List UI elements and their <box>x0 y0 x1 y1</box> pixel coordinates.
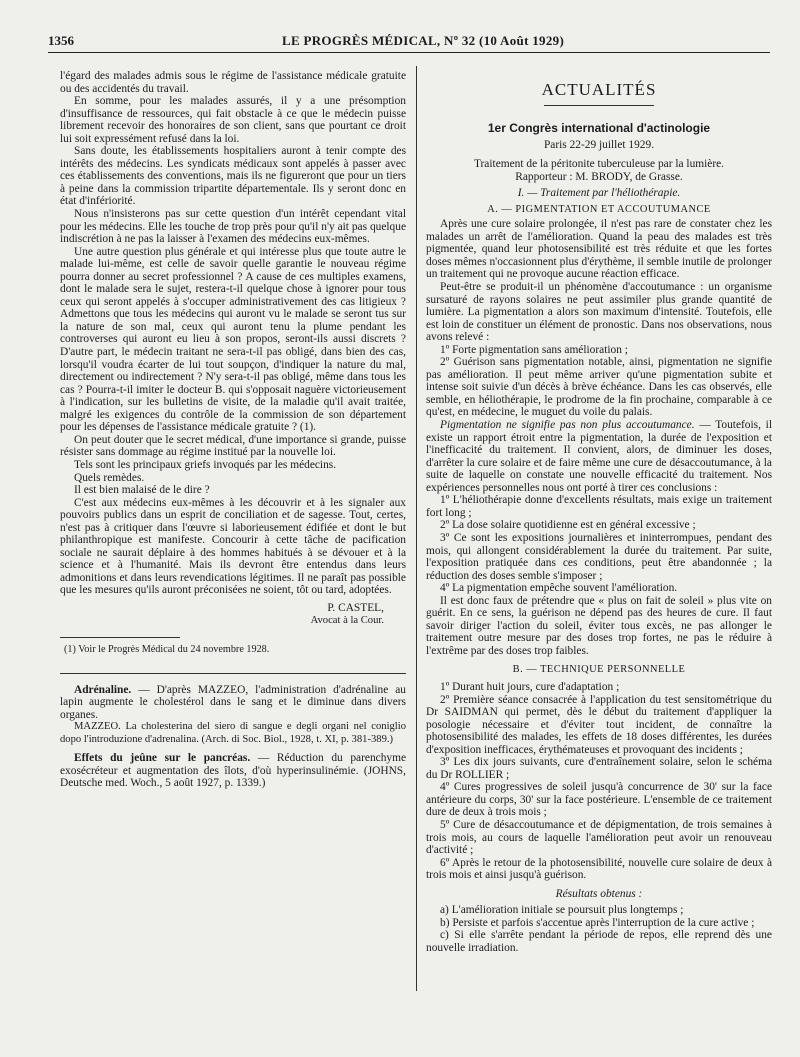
paragraph: On peut douter que le secret médical, d'une importance si grande, puisse résister sans dommage au régime institué par la nouvelle loi. <box>60 433 406 459</box>
header-rule <box>48 52 770 53</box>
news-jeune <box>60 752 406 790</box>
subsection-heading: B. — TECHNIQUE PERSONNELLE <box>512 664 686 676</box>
news-adrenaline <box>60 684 406 722</box>
paragraph: Quels remèdes. <box>74 471 145 484</box>
news-reference: MAZZEO. La cholesterina del siero di sangue e degli organi nel coniglio dopo l'introduzione d'adrenalina. (Arch. di Soc. Biol., 1928, t. XI, p. 381-389.) <box>60 721 406 745</box>
emphasis: Pigmentation ne signifie pas non plus accoutumance. <box>440 419 695 432</box>
paragraph: Après une cure solaire prolongée, il n'est pas rare de constater chez les malades un arrêt de l'amélioration. Quand la peau des malades est très pigmentée, quand leur photosensibilité est très réduite et que les fortes doses mêmes n'occasionnent plus d'érythème, il semble inutile de prolonger un traitement qui ne provoque aucune réaction efficace. <box>426 218 772 281</box>
congress-place: Paris 22-29 juillet 1929. <box>543 138 655 151</box>
footnote-rule <box>60 637 180 638</box>
title-rule <box>544 105 654 106</box>
author-signature: P. CASTEL, <box>327 601 384 614</box>
technique-item: 3º Les dix jours suivants, cure d'entraînement solaire, selon le schéma du Dr ROLLIER ; <box>426 756 772 781</box>
news-text: — Réduction du parenchyme exosécréteur et augmentation des îlots, d'où hyperinsulinémie. (JOHNS, Deutsche med. Woch., 5 août 1927, p. 1339.) <box>60 752 406 790</box>
subsection-heading: A. — PIGMENTATION ET ACCOUTUMANCE <box>487 203 711 215</box>
paragraph: En somme, pour les malades assurés, il y a une présomption d'insuffisance de ressources, qui fait obstacle à ce que le médecin puisse librement recevoir des honoraires de son client, sans que pourtant ce droit lui soit expressément refusé dans la loi. <box>60 95 406 145</box>
paragraph: Il est bien malaisé de le dire ? <box>74 484 210 497</box>
conclusion-item: 4º La pigmentation empêche souvent l'amélioration. <box>440 582 678 595</box>
author-role: Avocat à la Cour. <box>310 614 384 626</box>
page-number: 1356 <box>48 33 74 48</box>
journal-title: LE PROGRÈS MÉDICAL, Nº 32 (10 Août 1929) <box>282 33 565 48</box>
conclusion-item: 2º La dose solaire quotidienne est en général excessive ; <box>440 519 696 532</box>
technique-item: 1º Durant huit jours, cure d'adaptation ; <box>440 680 620 693</box>
column-divider <box>416 66 417 991</box>
results-heading: Résultats obtenus : <box>555 887 643 900</box>
congress-title: 1er Congrès international d'actinologie <box>487 121 711 135</box>
right-column <box>426 80 772 954</box>
news-title: Adrénaline. <box>74 683 132 696</box>
paragraph: Une autre question plus générale et qui intéresse plus que toute autre le malade lui-même, est celle de savoir quelle garantie le nouveau régime pourra donner au secret professionnel ? A cause de ces multiples examens, dont le malade sera le sujet, restera-t-il quelque chose à ignorer pour tous ceux qui seront appelés à s'occuper administrativement des cas litigieux ? Admettons que tous les médecins qui auront vu le malade se seront tus sur la nature de son mal, ceux qui auront tenu la plume pendant les controverses qui auront eu lieu à son propos, seront-ils aussi discrets ? D'autre part, le médecin traitant ne sera-t-il pas obligé, dans bien des cas, lorsqu'il voudra écarter de lui tout soupçon, d'indiquer la nature du mal, directement ou indirectement ? N'y sera-t-il pas obligé, même dans tous les cas ? Pourra-t-il imiter le docteur B. qui s'opposait naguère victorieusement à l'indication, sur les bulletins de visite, de la maladie qu'il avait traitée, malgré les exigences du contrôle de la commission de son département pour les dépenses de l'assistance médicale gratuite ? (1). <box>60 245 406 434</box>
paragraph: C'est aux médecins eux-mêmes à les découvrir et à les signaler aux pouvoirs publics dans un esprit de conciliation et de sagesse. Tout, certes, n'est pas à critiquer dans l'œuvre si laborieusement édifiée et dont le but philanthropique est manifeste. Concourir à cette tâche de pacification sociale ne saurait déplaire à des hommes habitués à se dévouer et à la science et à l'humanité. Mais ils devront être entendus dans leurs admonitions et dans leurs revendications légitimes. Il ne paraît pas possible que les mesures qu'ils auront préconisées ne soient, tôt ou tard, adoptées. <box>60 496 406 597</box>
technique-item: 5º Cure de désaccoutumance et de dépigmentation, de trois semaines à trois mois, au cours de laquelle l'amélioration peut avoir un renouveau d'activité ; <box>426 818 772 857</box>
list-item: 2º Guérison sans pigmentation notable, ainsi, pigmentation ne signifie pas amélioration. Il peut même arriver qu'une pigmentation subite et intense soit suivie d'un décès à brève échéance. Dans les cas observés, elle semble, en héliothérapie, le prodrome de la fin prochaine, comparable à ce qu'est, en médecine, le muguet du voile du palais. <box>426 356 772 419</box>
section-rule <box>60 673 406 674</box>
technique-item: 6º Après le retour de la photosensibilité, nouvelle cure solaire de deux à trois mois et ainsi jusqu'à guérison. <box>426 856 772 882</box>
list-item: 1º Forte pigmentation sans amélioration ; <box>440 343 628 356</box>
paragraph: Peut-être se produit-il un phénomène d'accoutumance : un organisme sursaturé de rayons solaires ne peut assimiler plus grande quantité de lumière. La pigmentation a alors son maximum d'intensité. Toutefois, elle est loin de constituer un élément de pronostic. Dans nos observations, nous avons relevé : <box>426 281 772 344</box>
paragraph: Tels sont les principaux griefs invoqués par les médecins. <box>74 458 337 471</box>
section-title: ACTUALITÉS <box>541 80 657 99</box>
rapporteur: Rapporteur : M. BRODY, de Grasse. <box>515 170 683 183</box>
technique-item: 2º Première séance consacrée à l'application du test sensitométrique du Dr SAIDMAN qui permet, dès le début du traitement d'appliquer la posologie nécessaire et d'éviter tout incident, de connaître la photosensibilité des malades, les effets de 18 doses différentes, les durées d'exposition inefficaces, érythémateuses et provoquant des incidents ; <box>426 693 772 756</box>
paragraph-text: — Toutefois, il existe un rapport étroit entre la pigmentation, la durée de l'exposition et l'inefficacité du traitement. Il convient, alors, de diminuer les doses, d'arrêter la cure solaire et de faire même une cure de désaccoutumance, à la suite de laquelle on constate une nouvelle efficacité du traitement. Nos expériences personnelles nous ont porté à tirer ces conclusions : <box>426 419 773 494</box>
news-text: — D'après MAZZEO, l'administration d'adrénaline au lapin augmente le cholestérol dans le sang et le diminue dans divers organes. <box>60 683 406 721</box>
conclusion-item: 3º Ce sont les expositions journalières et ininterrompues, pendant des mois, qui allongent considérablement la durée du traitement. Par suite, l'exposition pratiquée dans ces conditions, peut être abandonnée ; la réduction des doses semble s'imposer ; <box>426 531 772 582</box>
paragraph <box>426 419 772 494</box>
part-heading: I. — Traitement par l'héliothérapie. <box>517 187 681 200</box>
paragraph: l'égard des malades admis sous le régime de l'assistance médicale gratuite ou des accidentés du travail. <box>60 70 406 95</box>
footnote: (1) Voir le Progrès Médical du 24 novembre 1928. <box>64 644 270 656</box>
paragraph: Il est donc faux de prétendre que « plus on fait de soleil » plus vite on guérit. En ce sens, la guérison ne dépend pas des heures de cure. Il faut savoir diriger l'action du soleil, éviter tous excès, ne pas allonger le traitement outre mesure par des doses trop fortes, ne pas le réduire à l'extrême par des doses trop faibles. <box>426 594 772 657</box>
report-topic: Traitement de la péritonite tuberculeuse par la lumière. <box>473 158 725 171</box>
technique-item: 4º Cures progressives de soleil jusqu'à concurrence de 30' sur la face antérieure du corps, 30' sur la face postérieure. L'ensemble de ce traitement dure de deux à trois mois ; <box>426 781 772 819</box>
conclusion-item: 1º L'héliothérapie donne d'excellents résultats, mais exige un traitement fort long ; <box>426 494 772 519</box>
result-item: a) L'amélioration initiale se poursuit plus longtemps ; <box>440 904 684 917</box>
result-item: b) Persiste et parfois s'accentue après l'interruption de la cure active ; <box>440 916 755 929</box>
running-header <box>48 33 770 55</box>
left-column <box>60 70 406 790</box>
news-title: Effets du jeûne sur le pancréas. <box>74 752 251 765</box>
paragraph: Nous n'insisterons pas sur cette question d'un intérêt cependant vital pour les médecins. Elle les touche de trop près pour qu'il n'y ait pas quelque indiscrétion à ne pas la laisser à l'examen des médecins eux-mêmes. <box>60 208 406 246</box>
result-item: c) Si elle s'arrête pendant la période de repos, elle reprend dès une nouvelle irradiation. <box>426 929 772 954</box>
paragraph: Sans doute, les établissements hospitaliers auront à tenir compte des intérêts des médecins. Les syndicats médicaux sont appelés à passer avec ces établissements des conventions, mais ils ne figureront que pour un tiers à peine dans la commission tripartite départementale. Ils y seront donc en état d'infériorité. <box>60 145 406 208</box>
